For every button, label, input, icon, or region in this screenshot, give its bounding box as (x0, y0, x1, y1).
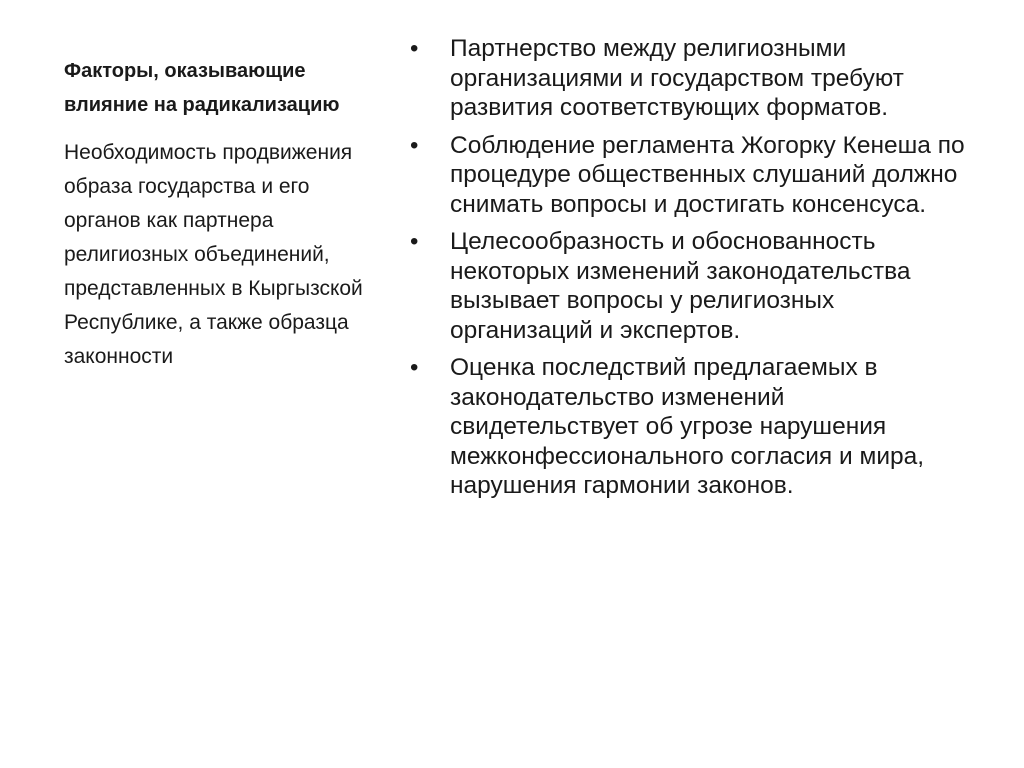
bullet-item (410, 353, 970, 501)
bullet-item (410, 227, 970, 345)
bullet-icon: • (410, 35, 419, 62)
bullet-icon: • (410, 228, 419, 255)
bullet-list (410, 34, 970, 501)
left-column (64, 54, 384, 374)
bullet-item (410, 34, 970, 123)
bullet-text: Целесообразность и обоснованность некоторых изменений законодательства вызывает вопросы у религиозных организаций и экспертов. (450, 228, 911, 344)
bullet-text: Соблюдение регламента Жогорку Кенеша по процедуре общественных слушаний должно снимать вопросы и достигать консенсуса. (450, 131, 965, 218)
left-body-text: Необходимость продвижения образа государства и его органов как партнера религиозных объединений, представленных в Кыргызской Республике, а также образца законности (64, 141, 363, 368)
left-heading: Факторы, оказывающие влияние на радикализацию (64, 60, 340, 116)
bullet-icon: • (410, 354, 419, 381)
bullet-icon: • (410, 131, 419, 159)
bullet-item (410, 131, 970, 220)
bullet-text: Партнерство между религиозными организациями и государством требуют развития соответствующих форматов. (450, 35, 904, 121)
right-column (410, 34, 970, 509)
bullet-text: Оценка последствий предлагаемых в законодательство изменений свидетельствует об угрозе нарушения межконфессионального согласия и мира, нарушения гармонии законов. (450, 354, 925, 499)
